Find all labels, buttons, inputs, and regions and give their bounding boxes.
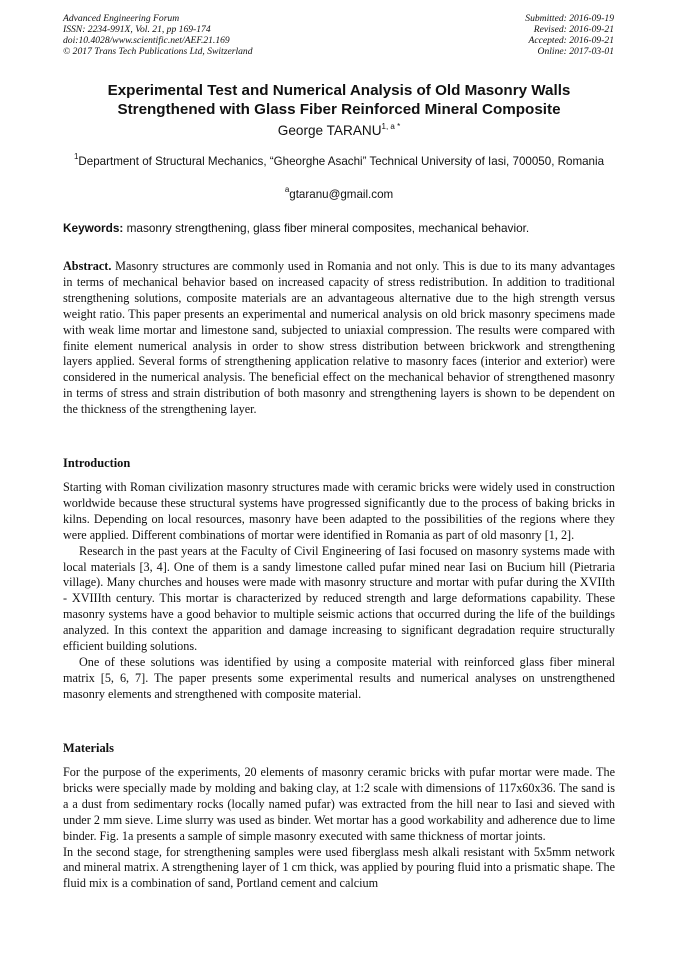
- author: [0, 122, 678, 138]
- revised-date: Revised: 2016-09-21: [533, 24, 614, 35]
- paragraph: In the second stage, for strengthening samples were used fiberglass mesh alkali resistant with 5x5mm network and mineral matrix. A strengthening layer of 1 cm thick, was applied by pouring fluid into a prismatic shape. The fluid mix is a combination of sand, Portland cement and calcium: [63, 844, 615, 891]
- doi-line: doi:10.4028/www.scientific.net/AEF.21.169: [63, 35, 230, 46]
- abstract: [63, 259, 615, 418]
- paragraph: Starting with Roman civilization masonry structures made with ceramic bricks were widely used in construction worldwide because these structural systems have progressed significantly due to the process of baking bricks in kilns. Depending on local resources, masonry have been adapted to the possibilities of the regions where they were applied. Different combinations of mortar were identified in Romania as part of old masonry [1, 2].: [63, 480, 615, 542]
- materials-heading: Materials: [63, 741, 114, 755]
- email-text[interactable]: gtaranu@gmail.com: [289, 188, 394, 201]
- email-superscript: a: [284, 185, 290, 194]
- paragraph: One of these solutions was identified by using a composite material with reinforced glass fiber mineral matrix [5, 6, 7]. The paper presents some experimental results and numerical analyses on unstrengthened masonry elements and strengthened with composite material.: [63, 654, 615, 701]
- introduction-body: [63, 480, 615, 703]
- journal-info: [63, 13, 253, 57]
- abstract-text: Masonry structures are commonly used in Romania and not only. This is due to its many advantages in terms of mechanical behavior based on increased capacity of stress redistribution. In addition to traditional strengthening solutions, composite materials are an advantageous alternative due to the high strength versus weight ratio. This paper presents an experimental and numerical analysis on old brick masonry specimens made with weak lime mortar and limestone sand, subjected to uniaxial compression. The results were compared with finite element numerical analysis in order to show stress distribution between brickwork and strengthening layers applied. Several forms of strengthening application relative to masonry faces (interior and exterior) were considered in the numerical analysis. The beneficial effect on the mechanical behavior of strengthened masonry in terms of stress and strain distribution of both masonry and strengthening layers is shown to be dependent on the thickness of the strengthening layer.: [63, 259, 615, 417]
- submission-dates: [525, 13, 614, 57]
- abstract-label: Abstract.: [63, 259, 112, 273]
- introduction-heading: Introduction: [63, 456, 131, 470]
- materials-body: [63, 765, 615, 892]
- author-name: George TARANU: [277, 123, 382, 138]
- affiliation-text: Department of Structural Mechanics, “Gheorghe Asachi” Technical University of Iasi, 700050, Romania: [78, 155, 605, 168]
- journal-name: Advanced Engineering Forum: [63, 13, 180, 24]
- paragraph: Research in the past years at the Faculty of Civil Engineering of Iasi focused on masonry systems made with local materials [3, 4]. One of them is a sandy limestone called pufar mined near Iasi on Bucium hill (Pietraria village). Many churches and houses were made with masonry structure and mortar with pufar during the XVIIth - XVIIIth century. This mortar is characterized by reduced strength and large deformations capability. These masonry systems have a good behavior to multiple seismic actions that occurred during the life of the buildings analyzed. In this context the apparition and damage increasing to significant degradation require structurally efficient building solutions.: [63, 543, 615, 654]
- affiliation-superscript: 1: [73, 152, 79, 161]
- title-line-2: Strengthened with Glass Fiber Reinforced Mineral Composite: [117, 101, 561, 118]
- paper-title: [40, 81, 638, 119]
- issn-line: ISSN: 2234-991X, Vol. 21, pp 169-174: [63, 24, 211, 35]
- affiliation: [60, 149, 618, 170]
- author-email: [0, 185, 678, 201]
- keywords-label: Keywords:: [63, 221, 124, 235]
- submitted-date: Submitted: 2016-09-19: [525, 13, 614, 24]
- copyright-line: © 2017 Trans Tech Publications Ltd, Switzerland: [63, 46, 253, 57]
- online-date: Online: 2017-03-01: [537, 46, 614, 57]
- paragraph: For the purpose of the experiments, 20 elements of masonry ceramic bricks with pufar mortar were made. The bricks were specially made by molding and baking clay, at 1:2 scale with dimensions of 117x60x36. The sand is a a dust from sedimentary rocks (locally named pufar) was extracted from the hill near to Iasi and sieved with under 2 mm sieve. Lime slurry was used as binder. Wet mortar has a good workability and adherence due to lime binder. Fig. 1a presents a sample of simple masonry executed with same thickness of mortar joints.: [63, 765, 615, 843]
- accepted-date: Accepted: 2016-09-21: [528, 35, 614, 46]
- title-line-1: Experimental Test and Numerical Analysis of Old Masonry Walls: [107, 82, 571, 99]
- keywords: [63, 221, 615, 235]
- keywords-text: masonry strengthening, glass fiber mineral composites, mechanical behavior.: [123, 221, 530, 235]
- author-superscript: 1, a *: [381, 122, 401, 131]
